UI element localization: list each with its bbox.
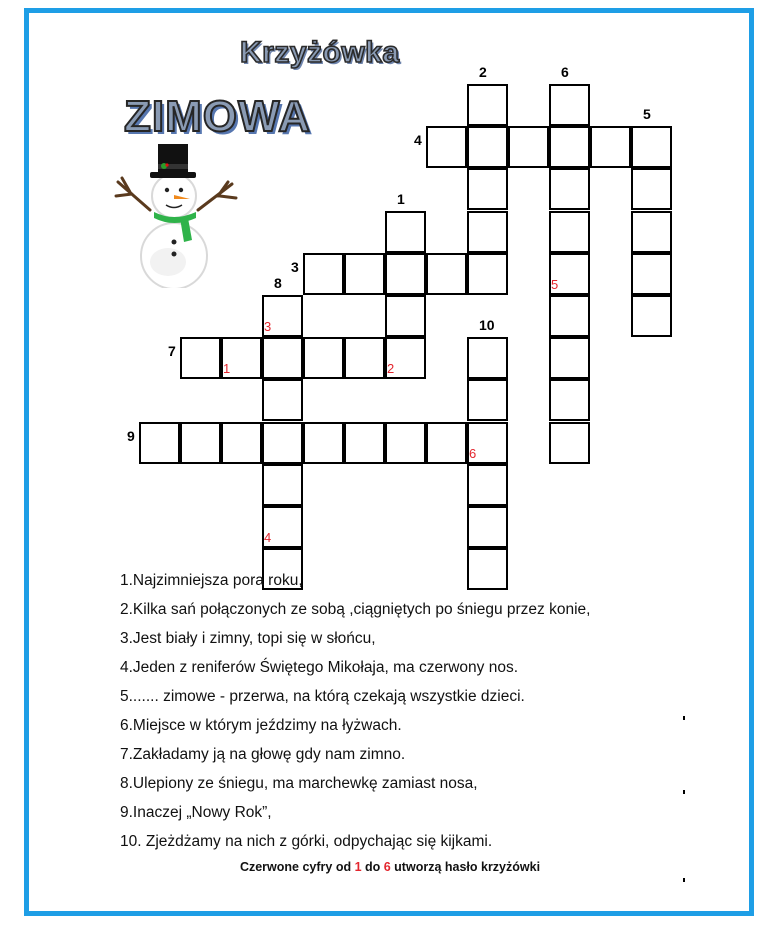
crossword-cell[interactable] xyxy=(549,211,590,253)
password-digit-5: 5 xyxy=(551,276,559,292)
footer-note xyxy=(0,860,780,874)
snowman-illustration xyxy=(110,138,240,288)
crossword-cell[interactable] xyxy=(549,422,590,464)
crossword-cell[interactable] xyxy=(467,126,508,168)
crossword-cell[interactable] xyxy=(180,422,221,464)
stray-mark xyxy=(683,716,685,720)
crossword-cell[interactable] xyxy=(303,253,344,295)
crossword-cell[interactable] xyxy=(631,295,672,337)
footer-to: 6 xyxy=(383,860,391,874)
crossword-cell[interactable] xyxy=(139,422,180,464)
crossword-cell[interactable] xyxy=(180,337,221,379)
crossword-cell[interactable] xyxy=(549,379,590,421)
clue-number-6: 6 xyxy=(561,64,569,80)
clue-number-2: 2 xyxy=(479,64,487,80)
crossword-cell[interactable] xyxy=(549,168,590,210)
crossword-cell[interactable] xyxy=(303,337,344,379)
footer-text-3: utworzą hasło krzyżówki xyxy=(390,860,541,874)
clue-7: 7.Zakładamy ją na głowę gdy nam zimno. xyxy=(120,746,406,763)
clue-10: 10. Zjeżdżamy na nich z górki, odpychając się kijkami. xyxy=(120,833,493,850)
crossword-cell[interactable] xyxy=(549,84,590,126)
crossword-cell[interactable] xyxy=(467,253,508,295)
clue-number-3: 3 xyxy=(291,258,299,275)
crossword-cell[interactable] xyxy=(426,126,467,168)
crossword-cell[interactable] xyxy=(631,168,672,210)
clue-3: 3.Jest biały i zimny, topi się w słońcu, xyxy=(120,630,376,647)
clue-4: 4.Jeden z reniferów Świętego Mikołaja, ma czerwony nos. xyxy=(120,659,519,676)
crossword-cell[interactable] xyxy=(508,126,549,168)
password-digit-4: 4 xyxy=(264,530,272,545)
clue-number-10: 10 xyxy=(479,317,495,334)
crossword-cell[interactable] xyxy=(467,168,508,210)
crossword-cell[interactable] xyxy=(467,84,508,126)
crossword-cell[interactable] xyxy=(467,464,508,506)
stray-mark xyxy=(683,878,685,882)
crossword-cell[interactable] xyxy=(631,211,672,253)
clue-2: 2.Kilka sań połączonych ze sobą ,ciągniętych po śniegu przez konie, xyxy=(120,601,591,618)
password-digit-1: 1 xyxy=(223,361,231,377)
title-zimowa: ZIMOWA xyxy=(124,92,311,141)
clue-number-4: 4 xyxy=(414,132,422,149)
clue-1: 1.Najzimniejsza pora roku, xyxy=(120,572,303,589)
crossword-cell[interactable] xyxy=(549,295,590,337)
password-digit-2: 2 xyxy=(387,361,395,377)
title-krzyzowka: Krzyżówka xyxy=(240,36,400,69)
crossword-cell[interactable] xyxy=(467,337,508,379)
crossword-cell[interactable] xyxy=(467,379,508,421)
crossword-cell[interactable] xyxy=(262,464,303,506)
clue-number-1: 1 xyxy=(397,190,405,207)
crossword-cell[interactable] xyxy=(262,379,303,421)
clue-list xyxy=(120,566,695,856)
crossword-cell[interactable] xyxy=(631,253,672,295)
clue-number-5: 5 xyxy=(643,106,651,123)
clue-8: 8.Ulepiony ze śniegu, ma marchewkę zamiast nosa, xyxy=(120,775,478,792)
clue-number-7: 7 xyxy=(168,343,176,360)
password-digit-3: 3 xyxy=(264,319,272,334)
footer-from: 1 xyxy=(354,860,362,874)
crossword-cell[interactable] xyxy=(590,126,631,168)
crossword-cell[interactable] xyxy=(385,295,426,337)
clue-number-8: 8 xyxy=(274,275,282,291)
crossword-cell[interactable] xyxy=(221,422,262,464)
clue-9: 9.Inaczej „Nowy Rok”, xyxy=(120,804,272,821)
stray-mark xyxy=(683,790,685,794)
clue-5: 5....... zimowe - przerwa, na którą czekają wszystkie dzieci. xyxy=(120,688,525,705)
footer-text-2: do xyxy=(361,860,384,874)
crossword-cell[interactable] xyxy=(262,337,303,379)
crossword-cell[interactable] xyxy=(549,126,590,168)
crossword-cell[interactable] xyxy=(385,211,426,253)
crossword-cell[interactable] xyxy=(385,253,426,295)
clue-6: 6.Miejsce w którym jeździmy na łyżwach. xyxy=(120,717,402,734)
crossword-cell[interactable] xyxy=(426,253,467,295)
crossword-cell[interactable] xyxy=(467,506,508,548)
clue-number-9: 9 xyxy=(127,427,135,444)
crossword-cell[interactable] xyxy=(344,422,385,464)
crossword-cell[interactable] xyxy=(426,422,467,464)
footer-text-1: Czerwone cyfry od xyxy=(239,860,355,874)
crossword-cell[interactable] xyxy=(344,337,385,379)
crossword-cell[interactable] xyxy=(303,422,344,464)
crossword-cell[interactable] xyxy=(385,422,426,464)
crossword-cell[interactable] xyxy=(631,126,672,168)
crossword-cell[interactable] xyxy=(344,253,385,295)
password-digit-6: 6 xyxy=(469,445,477,461)
crossword-cell[interactable] xyxy=(262,422,303,464)
crossword-cell[interactable] xyxy=(549,337,590,379)
crossword-cell[interactable] xyxy=(467,211,508,253)
